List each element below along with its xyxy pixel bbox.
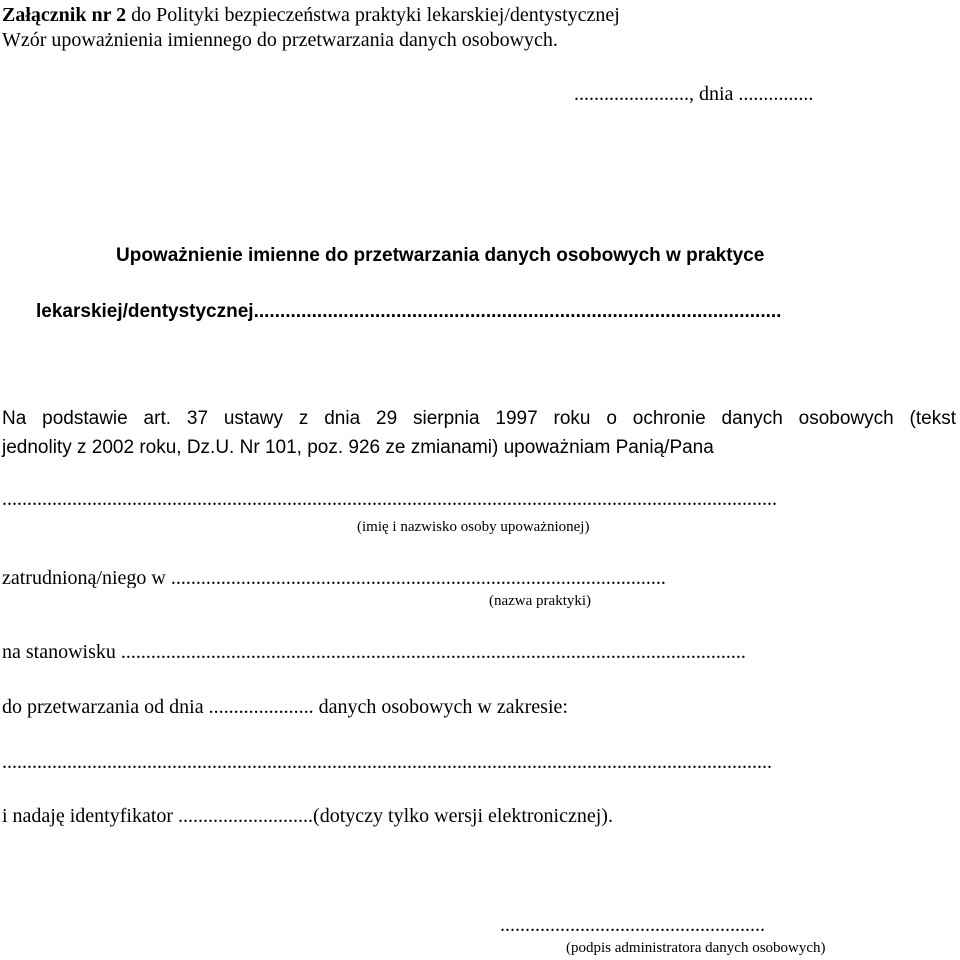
practice-name-field: zatrudnioną/niego w ...................................................................................................: [2, 568, 666, 588]
document-header-title: [2, 5, 620, 25]
document-subtitle: Wzór upoważnienia imiennego do przetwarzania danych osobowych.: [2, 29, 558, 51]
document-heading-line-1: Upoważnienie imienne do przetwarzania danych osobowych w praktyce: [116, 245, 765, 266]
processing-start-and-scope-line: do przetwarzania od dnia ..................... danych osobowych w zakresie:: [2, 696, 568, 718]
document-heading-line-2: lekarskiej/dentystycznej....................................................................................................: [36, 301, 782, 322]
processing-scope-field: ..........................................................................................................................................................: [2, 752, 772, 772]
signature-caption: (podpis administratora danych osobowych): [566, 940, 826, 956]
practice-name-caption: (nazwa praktyki): [489, 593, 592, 609]
attachment-number: Załącznik nr 2: [2, 4, 127, 26]
paragraph-line-2: jednolity z 2002 roku, Dz.U. Nr 101, poz. 926 ze zmianami) upoważniam Panią/Pana: [2, 437, 714, 458]
authorization-paragraph: [2, 409, 956, 428]
place-and-date-field: ......................., dnia ...............: [574, 83, 814, 105]
authorized-person-name-field: ...........................................................................................................................................................: [2, 489, 777, 509]
identifier-line: i nadaję identyfikator ...........................(dotyczy tylko wersji elektronicznej).: [2, 805, 613, 827]
paragraph-line-1: Na podstawie art. 37 ustawy z dnia 29 sierpnia 1997 roku o ochronie danych osobowych (tekst: [2, 408, 956, 429]
signature-field: .....................................................: [500, 914, 765, 936]
authorized-person-caption: (imię i nazwisko osoby upoważnionej): [357, 519, 590, 535]
attachment-description: do Polityki bezpieczeństwa praktyki lekarskiej/dentystycznej: [126, 4, 620, 26]
position-field: na stanowisku .............................................................................................................................: [2, 642, 746, 662]
